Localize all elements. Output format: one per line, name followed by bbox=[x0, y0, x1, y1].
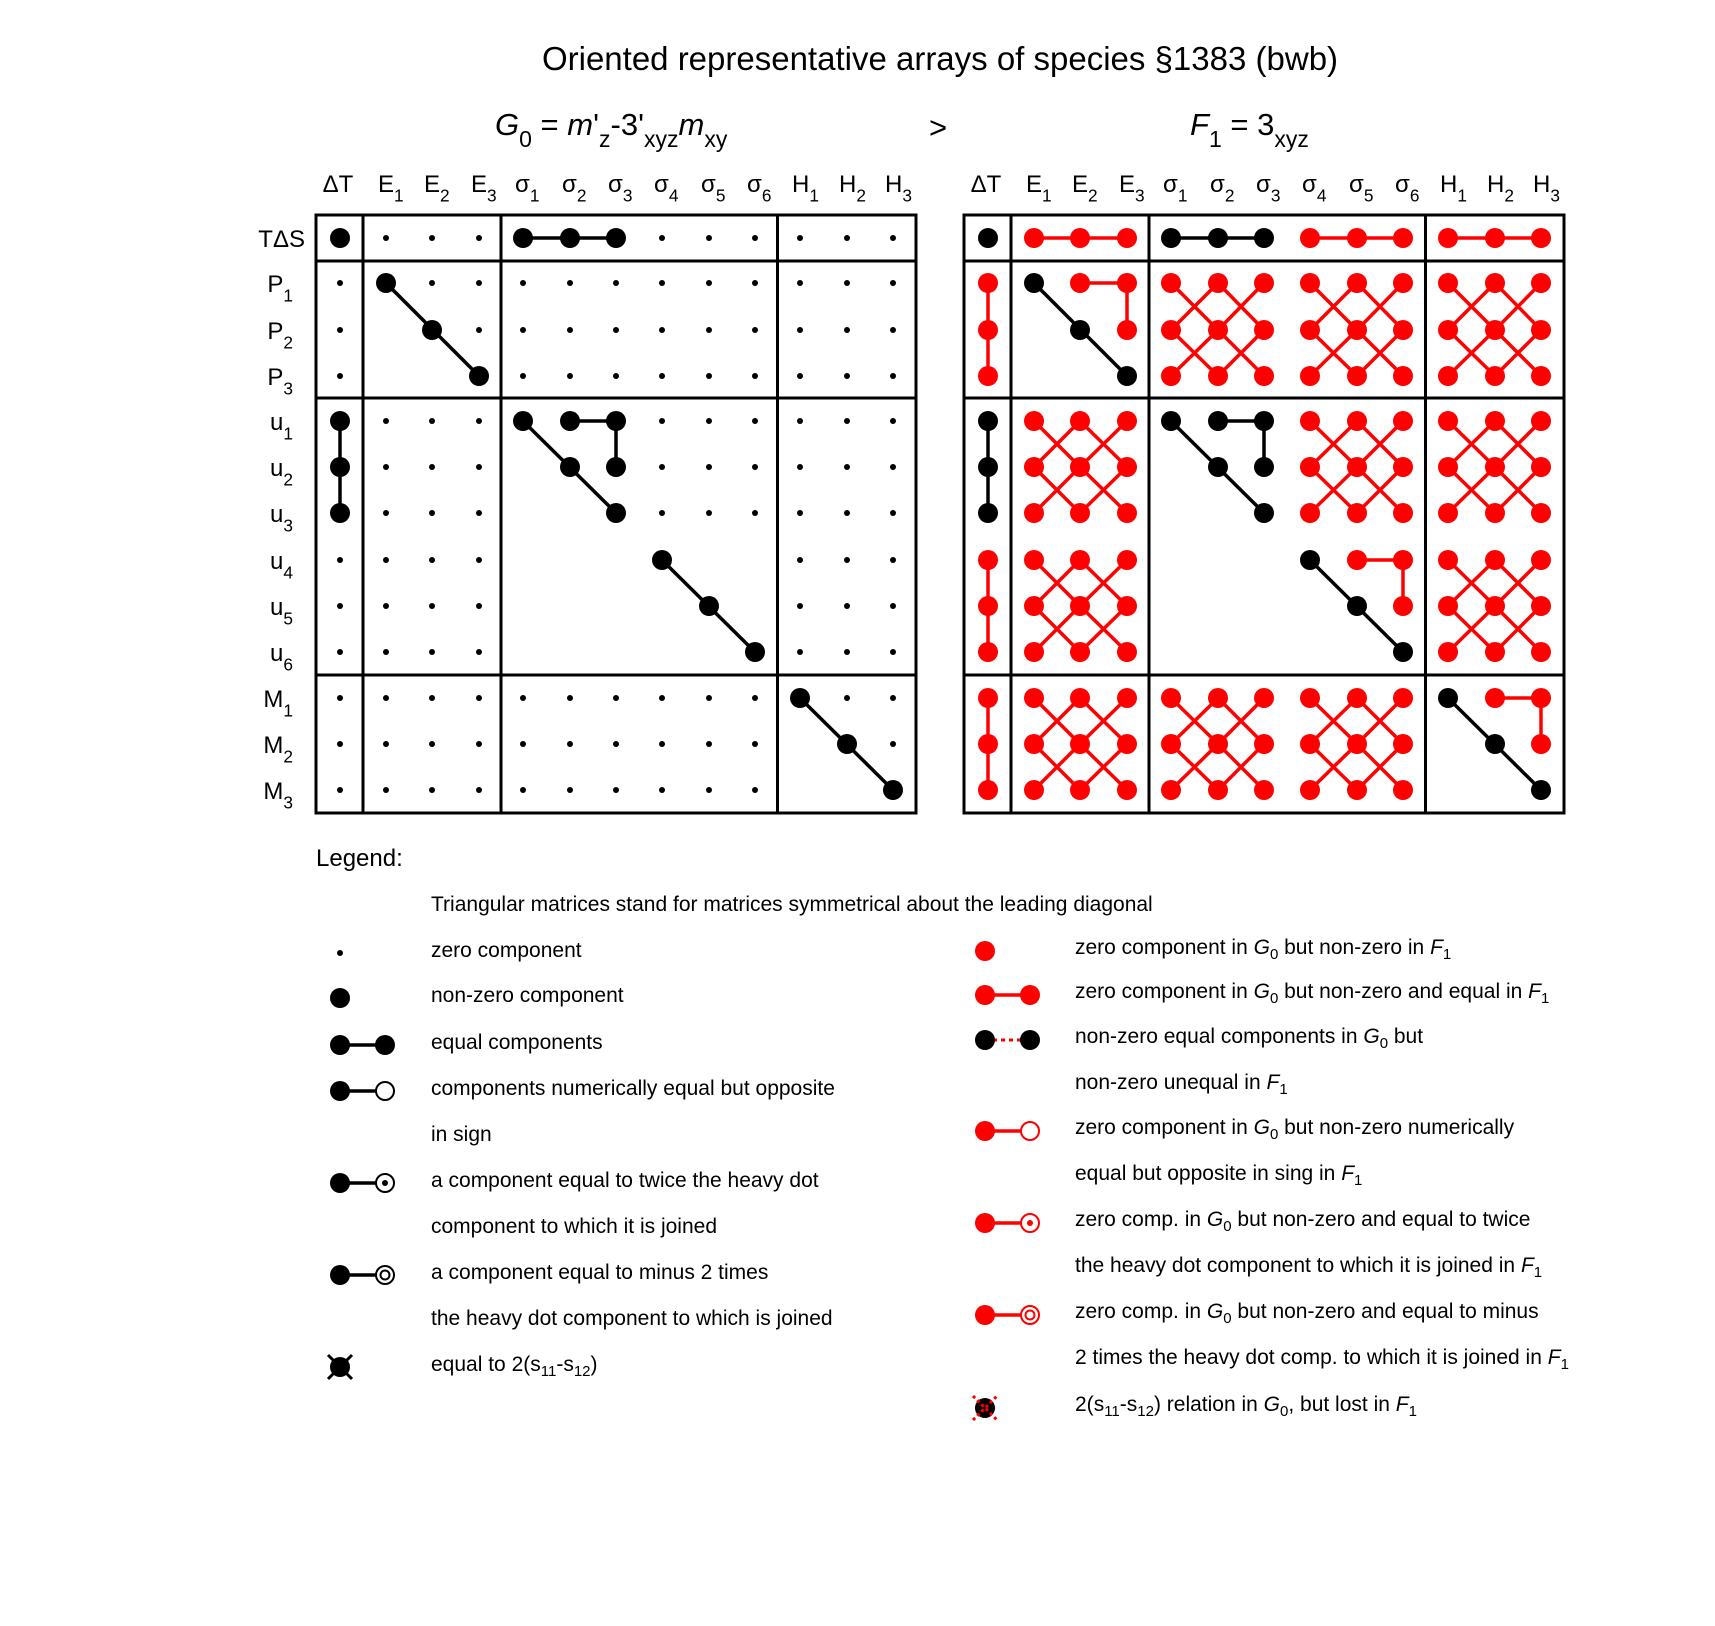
legend-left-text: equal components bbox=[431, 1031, 603, 1054]
column-header: $H_3$ bbox=[885, 171, 912, 206]
column-header: ΔT bbox=[322, 171, 354, 198]
column-header: $\sigma_6$ bbox=[1395, 171, 1420, 206]
column-header: $E_1$ bbox=[378, 171, 404, 206]
column-header: $H_2$ bbox=[839, 171, 866, 206]
column-header: $\sigma_6$ bbox=[747, 171, 772, 206]
relation-symbol: > bbox=[928, 110, 948, 145]
legend-right-text: zero comp. in $G_0$ but non-zero and equal to minus bbox=[1075, 1300, 1539, 1328]
legend-right-text: non-zero equal components in $G_0$ but bbox=[1075, 1025, 1424, 1053]
row-header: $u_6$ bbox=[270, 640, 293, 675]
legend-left-text: component to which it is joined bbox=[431, 1215, 717, 1238]
legend-left-text: zero component bbox=[431, 939, 582, 962]
row-header: $P_1$ bbox=[267, 271, 293, 306]
row-header: $P_3$ bbox=[267, 364, 293, 399]
legend-right-text: zero component in $G_0$ but non-zero and equal in $F_1$ bbox=[1075, 980, 1550, 1008]
column-header: $\sigma_1$ bbox=[515, 171, 540, 206]
row-header: TΔS bbox=[258, 226, 305, 253]
row-header: $u_5$ bbox=[270, 594, 293, 629]
column-header: $E_2$ bbox=[424, 171, 450, 206]
column-header: $\sigma_3$ bbox=[1256, 171, 1281, 206]
row-header: $M_3$ bbox=[263, 778, 293, 813]
column-header: $\sigma_1$ bbox=[1163, 171, 1188, 206]
legend-left-text: a component equal to twice the heavy dot bbox=[431, 1169, 819, 1192]
legend-left-text: in sign bbox=[431, 1123, 492, 1146]
legend-left-text: the heavy dot component to which is joined bbox=[431, 1307, 833, 1330]
legend-right-text: zero component in $G_0$ but non-zero numerically bbox=[1075, 1116, 1515, 1144]
legend-right-text: zero comp. in $G_0$ but non-zero and equal to twice bbox=[1075, 1208, 1531, 1236]
legend-left-text: components numerically equal but opposite bbox=[431, 1077, 835, 1100]
column-header: ΔT bbox=[970, 171, 1002, 198]
row-header: $u_3$ bbox=[270, 501, 293, 536]
g0-label: $G_0 = m'_z-3'_{xyz}m_{xy}$ bbox=[495, 107, 728, 152]
legend-left-text: non-zero component bbox=[431, 984, 624, 1007]
column-header: $H_2$ bbox=[1487, 171, 1514, 206]
legend-right-text: non-zero unequal in $F_1$ bbox=[1075, 1071, 1288, 1099]
column-header: $E_3$ bbox=[471, 171, 497, 206]
column-header: $\sigma_5$ bbox=[701, 171, 726, 206]
column-header: $\sigma_3$ bbox=[608, 171, 633, 206]
legend-right-text: equal but opposite in sing in $F_1$ bbox=[1075, 1162, 1363, 1190]
row-header: $M_2$ bbox=[263, 732, 293, 767]
column-header: $H_1$ bbox=[792, 171, 819, 206]
legend-left-text: equal to $2(s_{11}-s_{12})$ bbox=[431, 1353, 598, 1381]
column-header: $E_2$ bbox=[1072, 171, 1098, 206]
column-header: $\sigma_2$ bbox=[1210, 171, 1235, 206]
column-header: $H_1$ bbox=[1440, 171, 1467, 206]
row-header: $u_2$ bbox=[270, 455, 293, 490]
row-header: $P_2$ bbox=[267, 318, 293, 353]
legend-right-text: $2(s_{11}-s_{12})$ relation in $G_0$, but lost in $F_1$ bbox=[1075, 1393, 1417, 1421]
column-header: $\sigma_4$ bbox=[1302, 171, 1327, 206]
legend-right-text: zero component in $G_0$ but non-zero in $F_1$ bbox=[1075, 936, 1452, 964]
legend-note: Triangular matrices stand for matrices symmetrical about the leading diagonal bbox=[431, 893, 1153, 916]
page-title: Oriented representative arrays of species §1383 (bwb) bbox=[541, 40, 1339, 77]
column-header: $\sigma_2$ bbox=[562, 171, 587, 206]
row-header: $M_1$ bbox=[263, 686, 293, 721]
row-header: $u_4$ bbox=[270, 548, 293, 583]
legend-right-text: the heavy dot component to which it is joined in $F_1$ bbox=[1075, 1254, 1543, 1282]
legend-left-text: a component equal to minus 2 times bbox=[431, 1261, 769, 1284]
column-header: $E_3$ bbox=[1119, 171, 1145, 206]
column-header: $H_3$ bbox=[1533, 171, 1560, 206]
legend-right-text: 2 times the heavy dot comp. to which it is joined in $F_1$ bbox=[1075, 1346, 1569, 1374]
column-header: $E_1$ bbox=[1026, 171, 1052, 206]
column-header: $\sigma_5$ bbox=[1349, 171, 1374, 206]
f1-label: $F_1 = 3_{xyz}$ bbox=[1190, 107, 1309, 152]
legend-heading: Legend: bbox=[316, 845, 403, 872]
column-header: $\sigma_4$ bbox=[654, 171, 679, 206]
row-header: $u_1$ bbox=[270, 409, 293, 444]
